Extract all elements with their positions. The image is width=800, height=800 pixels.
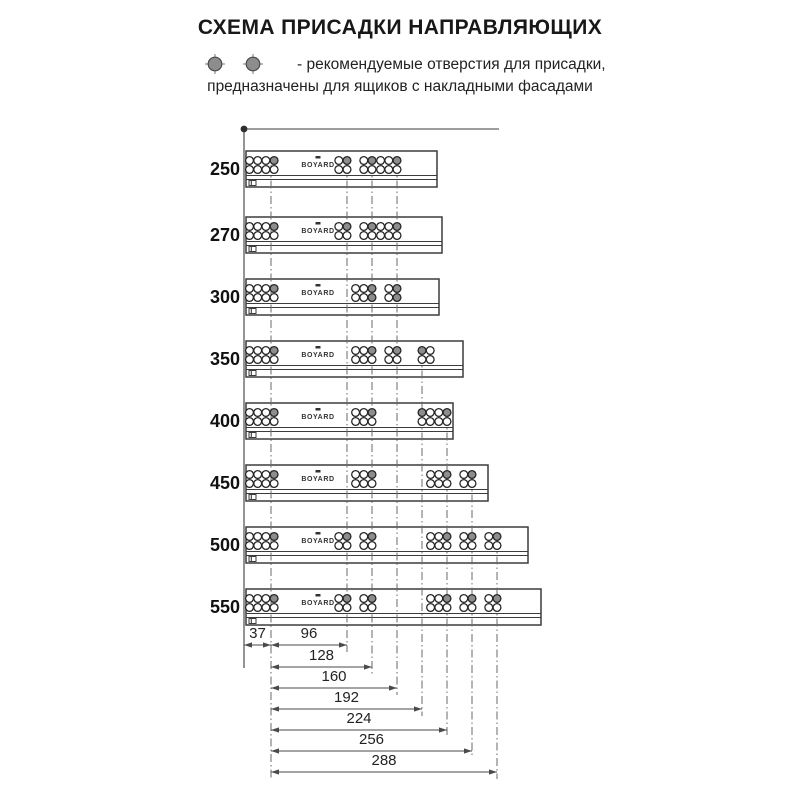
mounting-hole [262, 294, 270, 302]
recommended-hole [270, 157, 278, 165]
mounting-hole [254, 480, 262, 488]
mounting-hole [335, 157, 343, 165]
mounting-hole [335, 223, 343, 231]
dimension-arrow-right [263, 642, 271, 647]
brand-logo: BOYARD [301, 414, 335, 421]
mounting-hole [352, 471, 360, 479]
recommended-hole [443, 595, 451, 603]
dimension-value: 256 [358, 731, 385, 748]
mounting-hole [368, 604, 376, 612]
mounting-hole [360, 604, 368, 612]
dimension-arrow-left [271, 769, 279, 774]
mounting-hole [360, 223, 368, 231]
mounting-hole [360, 285, 368, 293]
recommended-hole [443, 533, 451, 541]
release-clip [249, 371, 256, 376]
recommended-hole [468, 595, 476, 603]
mounting-hole [270, 294, 278, 302]
mounting-hole [435, 604, 443, 612]
dimension-value: 192 [333, 689, 360, 706]
recommended-hole [443, 471, 451, 479]
mounting-hole [352, 294, 360, 302]
dimension-arrow-right [339, 642, 347, 647]
mounting-hole [385, 347, 393, 355]
mounting-hole [460, 533, 468, 541]
mounting-hole [368, 418, 376, 426]
mounting-hole [435, 409, 443, 417]
dimension-160 [271, 668, 397, 691]
mounting-hole [377, 157, 385, 165]
mounting-hole [335, 533, 343, 541]
mounting-hole [352, 347, 360, 355]
mounting-hole [262, 471, 270, 479]
release-clip [249, 309, 256, 314]
mounting-hole [460, 595, 468, 603]
mounting-hole [246, 294, 254, 302]
dimension-arrow-left [244, 642, 252, 647]
mounting-hole [246, 356, 254, 364]
mounting-hole [427, 542, 435, 550]
recommended-hole [343, 533, 351, 541]
recommended-hole-icon [243, 54, 263, 74]
mounting-hole [270, 166, 278, 174]
mounting-hole [360, 595, 368, 603]
mounting-hole [254, 595, 262, 603]
mounting-hole [377, 223, 385, 231]
mounting-hole [485, 542, 493, 550]
recommended-hole [270, 285, 278, 293]
mounting-hole [254, 533, 262, 541]
release-clip [249, 247, 256, 252]
brand-crown-icon [316, 470, 321, 473]
nl-value-label: 400 [209, 411, 240, 431]
mounting-hole [343, 232, 351, 240]
mounting-hole [360, 232, 368, 240]
nl-value-label: 270 [209, 225, 240, 245]
mounting-hole [270, 604, 278, 612]
dimension-value: 288 [371, 752, 397, 769]
mounting-hole [427, 604, 435, 612]
mounting-hole [427, 471, 435, 479]
mounting-hole [254, 471, 262, 479]
mounting-hole [485, 604, 493, 612]
mounting-hole [254, 418, 262, 426]
recommended-hole [393, 223, 401, 231]
mounting-hole [360, 356, 368, 364]
dimension-value: 160 [321, 668, 347, 685]
nl-value-label: 350 [209, 349, 240, 369]
dimension-arrow-left [271, 664, 279, 669]
brand-crown-icon [316, 408, 321, 411]
mounting-hole [352, 480, 360, 488]
page-title: СХЕМА ПРИСАДКИ НАПРАВЛЯЮЩИХ [197, 16, 603, 39]
recommended-hole [343, 595, 351, 603]
dimension-224 [271, 710, 447, 733]
recommended-hole [270, 409, 278, 417]
mounting-hole [262, 604, 270, 612]
recommended-hole [368, 533, 376, 541]
dimension-value: 224 [346, 710, 372, 727]
mounting-hole [335, 232, 343, 240]
mounting-hole [262, 166, 270, 174]
mounting-hole [246, 157, 254, 165]
mounting-hole [418, 418, 426, 426]
mounting-hole [435, 471, 443, 479]
mounting-hole [246, 542, 254, 550]
mounting-hole [270, 232, 278, 240]
recommended-hole [393, 157, 401, 165]
mounting-hole [343, 542, 351, 550]
recommended-hole [443, 409, 451, 417]
mounting-hole [246, 232, 254, 240]
mounting-hole [360, 533, 368, 541]
mounting-hole [360, 409, 368, 417]
mounting-hole [468, 542, 476, 550]
recommended-hole [270, 223, 278, 231]
mounting-hole [270, 542, 278, 550]
mounting-hole [343, 166, 351, 174]
mounting-hole [360, 294, 368, 302]
recommended-hole [393, 347, 401, 355]
nl-value-label: 500 [209, 535, 240, 555]
mounting-hole [426, 347, 434, 355]
release-clip [249, 557, 256, 562]
mounting-hole [246, 418, 254, 426]
recommended-hole [393, 294, 401, 302]
mounting-hole [270, 480, 278, 488]
mounting-hole [426, 356, 434, 364]
dimension-96 [271, 625, 347, 648]
mounting-hole [418, 356, 426, 364]
release-clip [249, 433, 256, 438]
recommended-hole [270, 533, 278, 541]
mounting-hole [335, 542, 343, 550]
mounting-hole [393, 232, 401, 240]
mounting-hole [435, 533, 443, 541]
brand-logo: BOYARD [301, 162, 335, 169]
release-clip [249, 495, 256, 500]
mounting-hole [262, 285, 270, 293]
recommended-hole [368, 595, 376, 603]
mounting-hole [360, 347, 368, 355]
nl-value-label: 300 [209, 287, 240, 307]
mounting-hole [468, 604, 476, 612]
mounting-hole [254, 409, 262, 417]
dimension-256 [271, 731, 472, 754]
mounting-hole [254, 347, 262, 355]
dimension-arrow-left [271, 685, 279, 690]
mounting-hole [435, 542, 443, 550]
dimension-arrow-left [271, 727, 279, 732]
mounting-hole [246, 223, 254, 231]
mounting-hole [335, 595, 343, 603]
mounting-hole [254, 294, 262, 302]
brand-crown-icon [316, 284, 321, 287]
mounting-hole [368, 166, 376, 174]
mounting-hole [493, 542, 501, 550]
brand-crown-icon [316, 532, 321, 535]
front-edge-origin-dot [241, 126, 248, 133]
mounting-hole [254, 356, 262, 364]
dimension-value: 96 [300, 625, 318, 642]
recommended-hole [418, 409, 426, 417]
mounting-hole [368, 480, 376, 488]
mounting-hole [468, 480, 476, 488]
mounting-hole [262, 595, 270, 603]
dimension-arrow-left [271, 706, 279, 711]
brand-crown-icon [316, 594, 321, 597]
mounting-hole [352, 409, 360, 417]
recommended-hole [343, 157, 351, 165]
release-clip [249, 619, 256, 624]
recommended-hole [368, 285, 376, 293]
mounting-hole [254, 542, 262, 550]
mounting-hole [393, 166, 401, 174]
nl-value-label: 550 [209, 597, 240, 617]
recommended-hole [368, 157, 376, 165]
mounting-hole [246, 471, 254, 479]
mounting-hole [385, 356, 393, 364]
mounting-hole [385, 157, 393, 165]
mounting-hole [246, 480, 254, 488]
dimension-288 [271, 752, 497, 775]
recommended-hole [393, 285, 401, 293]
mounting-hole [360, 542, 368, 550]
mounting-hole [352, 418, 360, 426]
dimension-arrow-right [389, 685, 397, 690]
recommended-hole [368, 409, 376, 417]
mounting-hole [485, 533, 493, 541]
mounting-hole [262, 480, 270, 488]
mounting-hole [262, 533, 270, 541]
mounting-hole [246, 595, 254, 603]
brand-crown-icon [316, 156, 321, 159]
dimension-arrow-right [489, 769, 497, 774]
mounting-hole [246, 285, 254, 293]
mounting-hole [485, 595, 493, 603]
mounting-hole [262, 232, 270, 240]
mounting-hole [270, 418, 278, 426]
mounting-hole [443, 418, 451, 426]
dimension-arrow-right [364, 664, 372, 669]
dimension-128 [271, 647, 372, 670]
mounting-hole [254, 604, 262, 612]
dimension-arrow-right [414, 706, 422, 711]
dimension-arrow-right [439, 727, 447, 732]
mounting-hole [443, 480, 451, 488]
mounting-hole [368, 232, 376, 240]
mounting-hole [335, 604, 343, 612]
mounting-hole [254, 166, 262, 174]
recommended-hole [368, 294, 376, 302]
legend-text-line2: предназначены для ящиков с накладными фасадами [207, 78, 593, 95]
mounting-hole [254, 285, 262, 293]
recommended-hole [368, 347, 376, 355]
mounting-hole [377, 166, 385, 174]
rail-row-270 [210, 217, 442, 253]
nl-value-label: 250 [209, 159, 240, 179]
brand-logo: BOYARD [301, 352, 335, 359]
mounting-hole [385, 232, 393, 240]
mounting-hole [246, 409, 254, 417]
mounting-hole [435, 418, 443, 426]
recommended-hole [368, 471, 376, 479]
mounting-hole [246, 347, 254, 355]
mounting-hole [262, 542, 270, 550]
mounting-hole [443, 604, 451, 612]
mounting-hole [262, 157, 270, 165]
mounting-hole [443, 542, 451, 550]
mounting-hole [385, 166, 393, 174]
legend-text-line1: - рекомендуемые отверстия для присадки, [297, 56, 606, 73]
mounting-hole [360, 471, 368, 479]
recommended-hole-icon [205, 54, 225, 74]
recommended-hole [468, 471, 476, 479]
dimension-192 [271, 689, 422, 712]
dimension-arrow-right [464, 748, 472, 753]
mounting-hole [360, 166, 368, 174]
mounting-hole [385, 223, 393, 231]
mounting-hole [262, 418, 270, 426]
mounting-hole [254, 157, 262, 165]
mounting-hole [262, 347, 270, 355]
dimension-37 [244, 625, 271, 648]
recommended-hole [493, 595, 501, 603]
recommended-hole [270, 471, 278, 479]
mounting-hole [360, 480, 368, 488]
mounting-hole [460, 471, 468, 479]
recommended-hole [368, 223, 376, 231]
recommended-hole [270, 595, 278, 603]
brand-logo: BOYARD [301, 476, 335, 483]
mounting-hole [377, 232, 385, 240]
recommended-hole [418, 347, 426, 355]
mounting-hole [493, 604, 501, 612]
mounting-hole [335, 166, 343, 174]
mounting-hole [246, 533, 254, 541]
dimension-value: 37 [249, 625, 266, 642]
mounting-hole [262, 223, 270, 231]
brand-logo: BOYARD [301, 290, 335, 297]
mounting-hole [385, 285, 393, 293]
mounting-hole [426, 418, 434, 426]
mounting-hole [460, 542, 468, 550]
mounting-hole [254, 232, 262, 240]
mounting-hole [352, 356, 360, 364]
dimension-arrow-left [271, 642, 279, 647]
recommended-hole [493, 533, 501, 541]
mounting-hole [360, 157, 368, 165]
mounting-hole [427, 595, 435, 603]
mounting-hole [254, 223, 262, 231]
mounting-hole [270, 356, 278, 364]
mounting-hole [246, 166, 254, 174]
mounting-hole [435, 595, 443, 603]
mounting-hole [460, 604, 468, 612]
mounting-hole [262, 356, 270, 364]
mounting-hole [246, 604, 254, 612]
mounting-hole [368, 356, 376, 364]
brand-crown-icon [316, 346, 321, 349]
recommended-hole [343, 223, 351, 231]
mounting-hole [368, 542, 376, 550]
mounting-hole [352, 285, 360, 293]
brand-logo: BOYARD [301, 538, 335, 545]
brand-logo: BOYARD [301, 600, 335, 607]
brand-crown-icon [316, 222, 321, 225]
mounting-hole [435, 480, 443, 488]
mounting-hole [262, 409, 270, 417]
mounting-hole [343, 604, 351, 612]
recommended-hole [468, 533, 476, 541]
nl-value-label: 450 [209, 473, 240, 493]
mounting-hole [460, 480, 468, 488]
mounting-hole [427, 533, 435, 541]
mounting-hole [426, 409, 434, 417]
mounting-hole [393, 356, 401, 364]
release-clip [249, 181, 256, 186]
brand-logo: BOYARD [301, 228, 335, 235]
dimension-value: 128 [308, 647, 335, 664]
mounting-hole [385, 294, 393, 302]
mounting-hole [427, 480, 435, 488]
recommended-hole [270, 347, 278, 355]
dimension-arrow-left [271, 748, 279, 753]
mounting-hole [360, 418, 368, 426]
